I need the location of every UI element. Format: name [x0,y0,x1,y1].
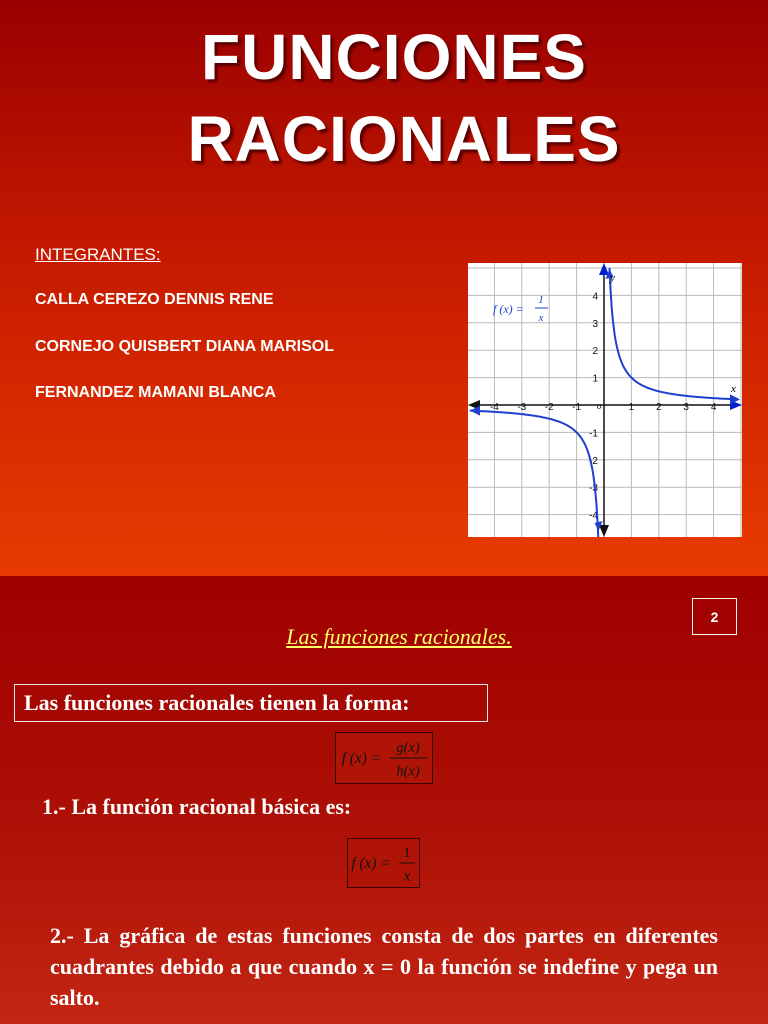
x-tick-label: -1 [572,402,582,413]
y-tick-label: -2 [589,455,598,467]
reciprocal-function-graph [468,263,742,537]
function-label-denominator: x [538,312,544,324]
title-line-2: RACIONALES [187,103,621,175]
y-tick-label: -4 [589,510,598,522]
formula-lhs: f (x) = [351,854,391,872]
title-line-1: FUNCIONES [201,21,587,93]
x-tick-label: 3 [683,402,689,413]
formula-numerator: g(x) [396,740,420,757]
content-slide [0,576,768,1024]
general-formula [335,732,433,784]
y-axis-arrow-bottom [599,525,609,537]
x-tick-label: -3 [517,402,527,413]
origin-label: o [597,401,602,411]
formula-lhs: f (x) = [341,749,382,767]
definition-box: Las funciones racionales tienen la forma: [14,684,488,722]
x-tick-label: -2 [544,402,554,413]
x-tick-label: 1 [628,402,635,413]
curve-branch-negative [470,411,599,537]
y-tick-label: 4 [592,291,598,303]
y-axis-arrow-top [599,263,609,275]
formula-denominator: x [403,868,411,885]
y-axis-label: y [610,272,615,284]
function-label [493,294,548,324]
member-name: CALLA CEREZO DENNIS RENE [35,291,274,308]
y-tick-label: 1 [592,373,598,385]
point-1: 1.- La función racional básica es: [42,794,352,819]
x-tick-label: -4 [489,402,499,413]
x-axis-label: x [731,383,736,395]
basic-formula [347,838,420,888]
member-name: CORNEJO QUISBERT DIANA MARISOL [35,338,334,355]
member-name: FERNANDEZ MAMANI BLANCA [35,384,276,401]
page-number: 2 [692,598,737,635]
y-tick-label: -3 [589,483,598,495]
curve-branch-positive [610,268,739,399]
formula-numerator: 1 [403,845,411,862]
x-tick-label: 4 [710,402,717,413]
x-tick-label: 2 [656,402,662,413]
function-label-numerator: 1 [538,294,544,306]
y-tick-label: -1 [589,428,598,440]
y-tick-label: 3 [592,318,598,330]
slide-heading: Las funciones racionales. [286,624,512,649]
formula-denominator: h(x) [396,763,420,780]
point-2: 2.- La gráfica de estas funciones consta de dos partes en diferentes cuadrantes debido a que cuando x = 0 la función se indefine y pega un salto. [50,923,718,1010]
y-tick-label: 2 [592,346,598,358]
function-label-lhs: f (x) = [493,302,524,316]
members-label: INTEGRANTES: [35,245,161,264]
